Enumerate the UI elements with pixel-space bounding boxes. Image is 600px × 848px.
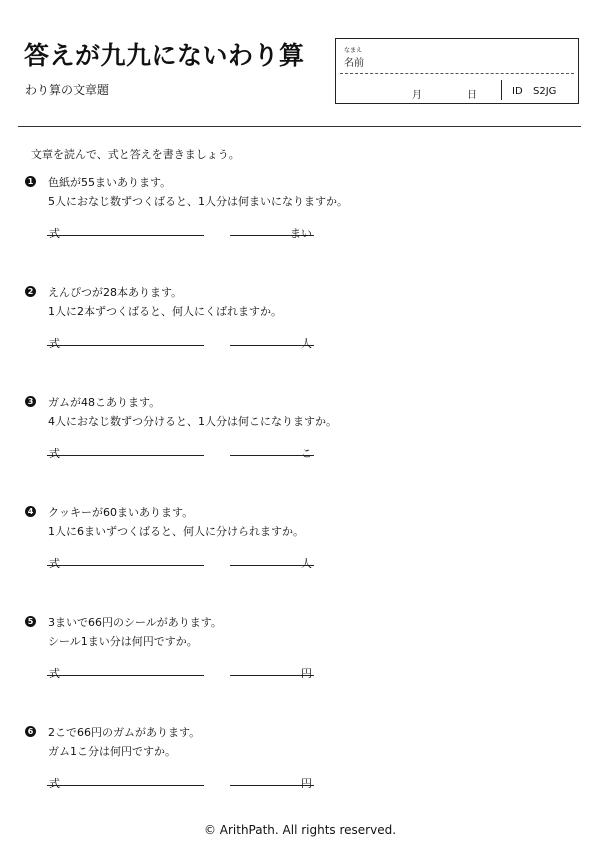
problem-3 — [0, 363, 600, 463]
problem-text-line-1: 2こで66円のガムがあります。 — [48, 726, 201, 739]
name-label: 名前 — [344, 58, 364, 69]
problem-text-line-2: 5人におなじ数ずつくばると、1人分は何まいになりますか。 — [48, 195, 348, 208]
problem-text-line-1: 3まいで66円のシールがあります。 — [48, 616, 222, 629]
formula-answer-line[interactable] — [47, 345, 204, 346]
problem-text-line-1: 色紙が55まいあります。 — [48, 176, 172, 189]
formula-answer-line[interactable] — [47, 235, 204, 236]
problem-1 — [0, 143, 600, 243]
answer-unit: まい — [290, 227, 312, 240]
problem-text-line-1: ガムが48こあります。 — [48, 396, 161, 409]
problem-text-line-1: クッキーが60まいあります。 — [48, 506, 194, 519]
formula-label: 式 — [49, 227, 60, 240]
header-divider — [18, 126, 581, 127]
answer-unit: 人 — [301, 557, 312, 570]
problem-text-line-2: 1人に6まいずつくばると、何人に分けられますか。 — [48, 525, 304, 538]
problem-text-line-2: 4人におなじ数ずつ分けると、1人分は何こになりますか。 — [48, 415, 337, 428]
answer-unit: こ — [301, 447, 312, 460]
name-writing-line — [340, 73, 574, 74]
answer-unit: 円 — [301, 777, 312, 790]
problem-4 — [0, 473, 600, 573]
formula-label: 式 — [49, 557, 60, 570]
problem-6 — [0, 693, 600, 793]
formula-answer-line[interactable] — [47, 565, 204, 566]
id-label: ID — [512, 86, 523, 97]
problem-number-badge: 3 — [25, 396, 36, 407]
formula-label: 式 — [49, 337, 60, 350]
id-value: S2JG — [533, 86, 557, 97]
problem-number-badge: 1 — [25, 176, 36, 187]
answer-unit: 人 — [301, 337, 312, 350]
formula-answer-line[interactable] — [47, 455, 204, 456]
worksheet-title: 答えが九九にないわり算 — [24, 41, 305, 70]
problem-2 — [0, 253, 600, 353]
formula-label: 式 — [49, 777, 60, 790]
answer-unit: 円 — [301, 667, 312, 680]
formula-label: 式 — [49, 447, 60, 460]
problem-number-badge: 5 — [25, 616, 36, 627]
name-box — [335, 38, 579, 104]
formula-answer-line[interactable] — [47, 675, 204, 676]
problem-number-badge: 4 — [25, 506, 36, 517]
problem-number-badge: 6 — [25, 726, 36, 737]
name-ruby: なまえ — [344, 47, 363, 54]
formula-answer-line[interactable] — [47, 785, 204, 786]
formula-label: 式 — [49, 667, 60, 680]
month-label: 月 — [412, 90, 422, 101]
problem-text-line-1: えんぴつが28本あります。 — [48, 286, 183, 299]
problem-5 — [0, 583, 600, 683]
problem-text-line-2: シール1まい分は何円ですか。 — [48, 635, 198, 648]
problem-text-line-2: ガム1こ分は何円ですか。 — [48, 745, 176, 758]
instructions: 文章を読んで、式と答えを書きましょう。 — [31, 148, 240, 161]
day-label: 日 — [467, 90, 477, 101]
worksheet-subtitle: わり算の文章題 — [25, 83, 110, 97]
problem-number-badge: 2 — [25, 286, 36, 297]
copyright-footer: © ArithPath. All rights reserved. — [203, 823, 397, 837]
problem-text-line-2: 1人に2本ずつくばると、何人にくばれますか。 — [48, 305, 282, 318]
id-divider — [501, 80, 502, 100]
